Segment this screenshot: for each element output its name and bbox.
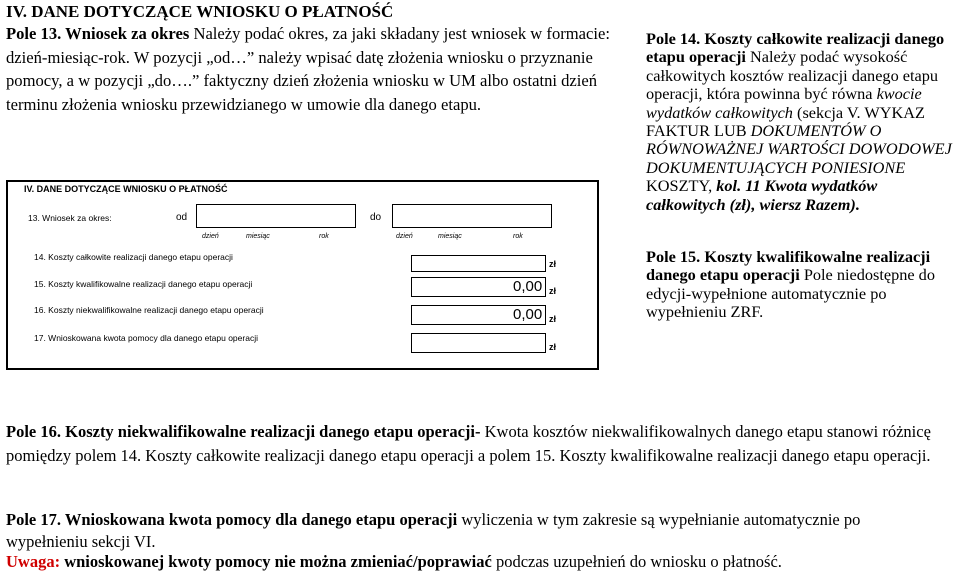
date-to-year-label: rok <box>513 233 523 240</box>
form-od-label: od <box>176 212 188 223</box>
row17-amount-field <box>411 333 546 353</box>
form-figure <box>6 180 599 370</box>
date-to-field[interactable] <box>392 204 552 228</box>
warning-text: podczas uzupełnień do wniosku o płatność. <box>491 552 782 571</box>
form-row16-label: 16. Koszty niekwalifikowalne realizacji danego etapu operacji <box>34 305 264 315</box>
warning-bold: wnioskowanej kwoty pomocy nie można zmieniać/poprawiać <box>60 552 492 571</box>
form-row15-label: 15. Koszty kwalifikowalne realizacji danego etapu operacji <box>34 279 253 289</box>
pole14-text3: KOSZTY, <box>646 176 717 196</box>
warning-label: Uwaga: <box>6 552 61 571</box>
pole14-bolditalic: kol. 11 Kwota wydatków całkowitych (zł), wiersz Razem). <box>646 176 878 214</box>
pole14-italic1: kwocie wydatków całkowitych <box>646 84 922 122</box>
row14-currency: zł <box>549 259 557 269</box>
row15-amount: 0,00 <box>513 278 543 295</box>
date-from-year-label: rok <box>319 233 329 240</box>
pole17-paragraph <box>6 509 946 553</box>
pole16-title: Pole 16. Koszty niekwalifikowalne realizacji danego etapu operacji- <box>6 422 481 441</box>
pole13-text: Należy podać okres, za jaki składany jest wniosek w formacie: dzień-miesiąc-rok. W pozycji „od…” należy wpisać datę złożenia wniosku o przyznanie pomocy, a w pozycji „do….” faktyczny dzień złożenia wniosku w UM albo ostatni dzień terminu złożenia wniosku przewidzianego w umowie dla danego etapu. <box>6 24 610 114</box>
pole14-italic2: DOKUMENTÓW O RÓWNOWAŻNEJ WARTOŚCI DOWODOWEJ DOKUMENTUJĄCYCH PONIESIONE <box>646 121 952 177</box>
form-row17-label: 17. Wnioskowana kwota pomocy dla danego etapu operacji <box>34 333 258 343</box>
date-to-day-label: dzień <box>396 233 413 240</box>
date-from-day-label: dzień <box>202 233 219 240</box>
pole17-text: wyliczenia w tym zakresie są wypełnianie automatycznie po wypełnieniu sekcji VI. <box>6 510 861 551</box>
pole14-paragraph <box>646 30 958 214</box>
form-title: IV. DANE DOTYCZĄCE WNIOSKU O PŁATNOŚĆ <box>24 184 228 194</box>
pole15-text: Pole niedostępne do edycji-wypełnione automatycznie po wypełnieniu ZRF. <box>646 265 935 322</box>
date-from-month-label: miesiąc <box>246 233 270 240</box>
pole14-text1: Należy podać wysokość całkowitych kosztów realizacji danego etapu operacji, która powinna być równa <box>646 47 939 104</box>
row14-amount-field[interactable] <box>411 255 546 272</box>
row15-currency: zł <box>549 286 557 296</box>
form-row14-label: 14. Koszty całkowite realizacji danego etapu operacji <box>34 252 233 262</box>
date-to-month-label: miesiąc <box>438 233 462 240</box>
pole15-paragraph <box>646 248 958 322</box>
pole14-text2: (sekcja V. WYKAZ FAKTUR LUB <box>646 102 925 141</box>
form-do-label: do <box>370 212 382 223</box>
section-heading: IV. DANE DOTYCZĄCE WNIOSKU O PŁATNOŚĆ <box>6 2 394 21</box>
pole15-title: Pole 15. Koszty kwalifikowalne realizacji danego etapu operacji <box>646 247 931 285</box>
date-from-field[interactable] <box>196 204 356 228</box>
warning-paragraph <box>6 551 946 573</box>
pole17-title: Pole 17. Wnioskowana kwota pomocy dla danego etapu operacji <box>6 510 458 529</box>
row16-amount: 0,00 <box>513 306 543 323</box>
pole16-paragraph <box>6 420 946 467</box>
row16-currency: zł <box>549 314 557 324</box>
pole13-title: Pole 13. Wniosek za okres <box>6 24 190 43</box>
pole13-paragraph <box>6 22 618 116</box>
row17-currency: zł <box>549 342 557 352</box>
form-row13-label: 13. Wniosek za okres: <box>28 213 112 223</box>
pole14-title: Pole 14. Koszty całkowite realizacji danego etapu operacji <box>646 29 945 67</box>
pole16-text: Kwota kosztów niekwalifikowalnych danego etapu stanowi różnicę pomiędzy polem 14. Koszty całkowite realizacji danego etapu operacji a polem 15. Koszty kwalifikowalne realizacji danego etapu operacji. <box>6 422 931 465</box>
